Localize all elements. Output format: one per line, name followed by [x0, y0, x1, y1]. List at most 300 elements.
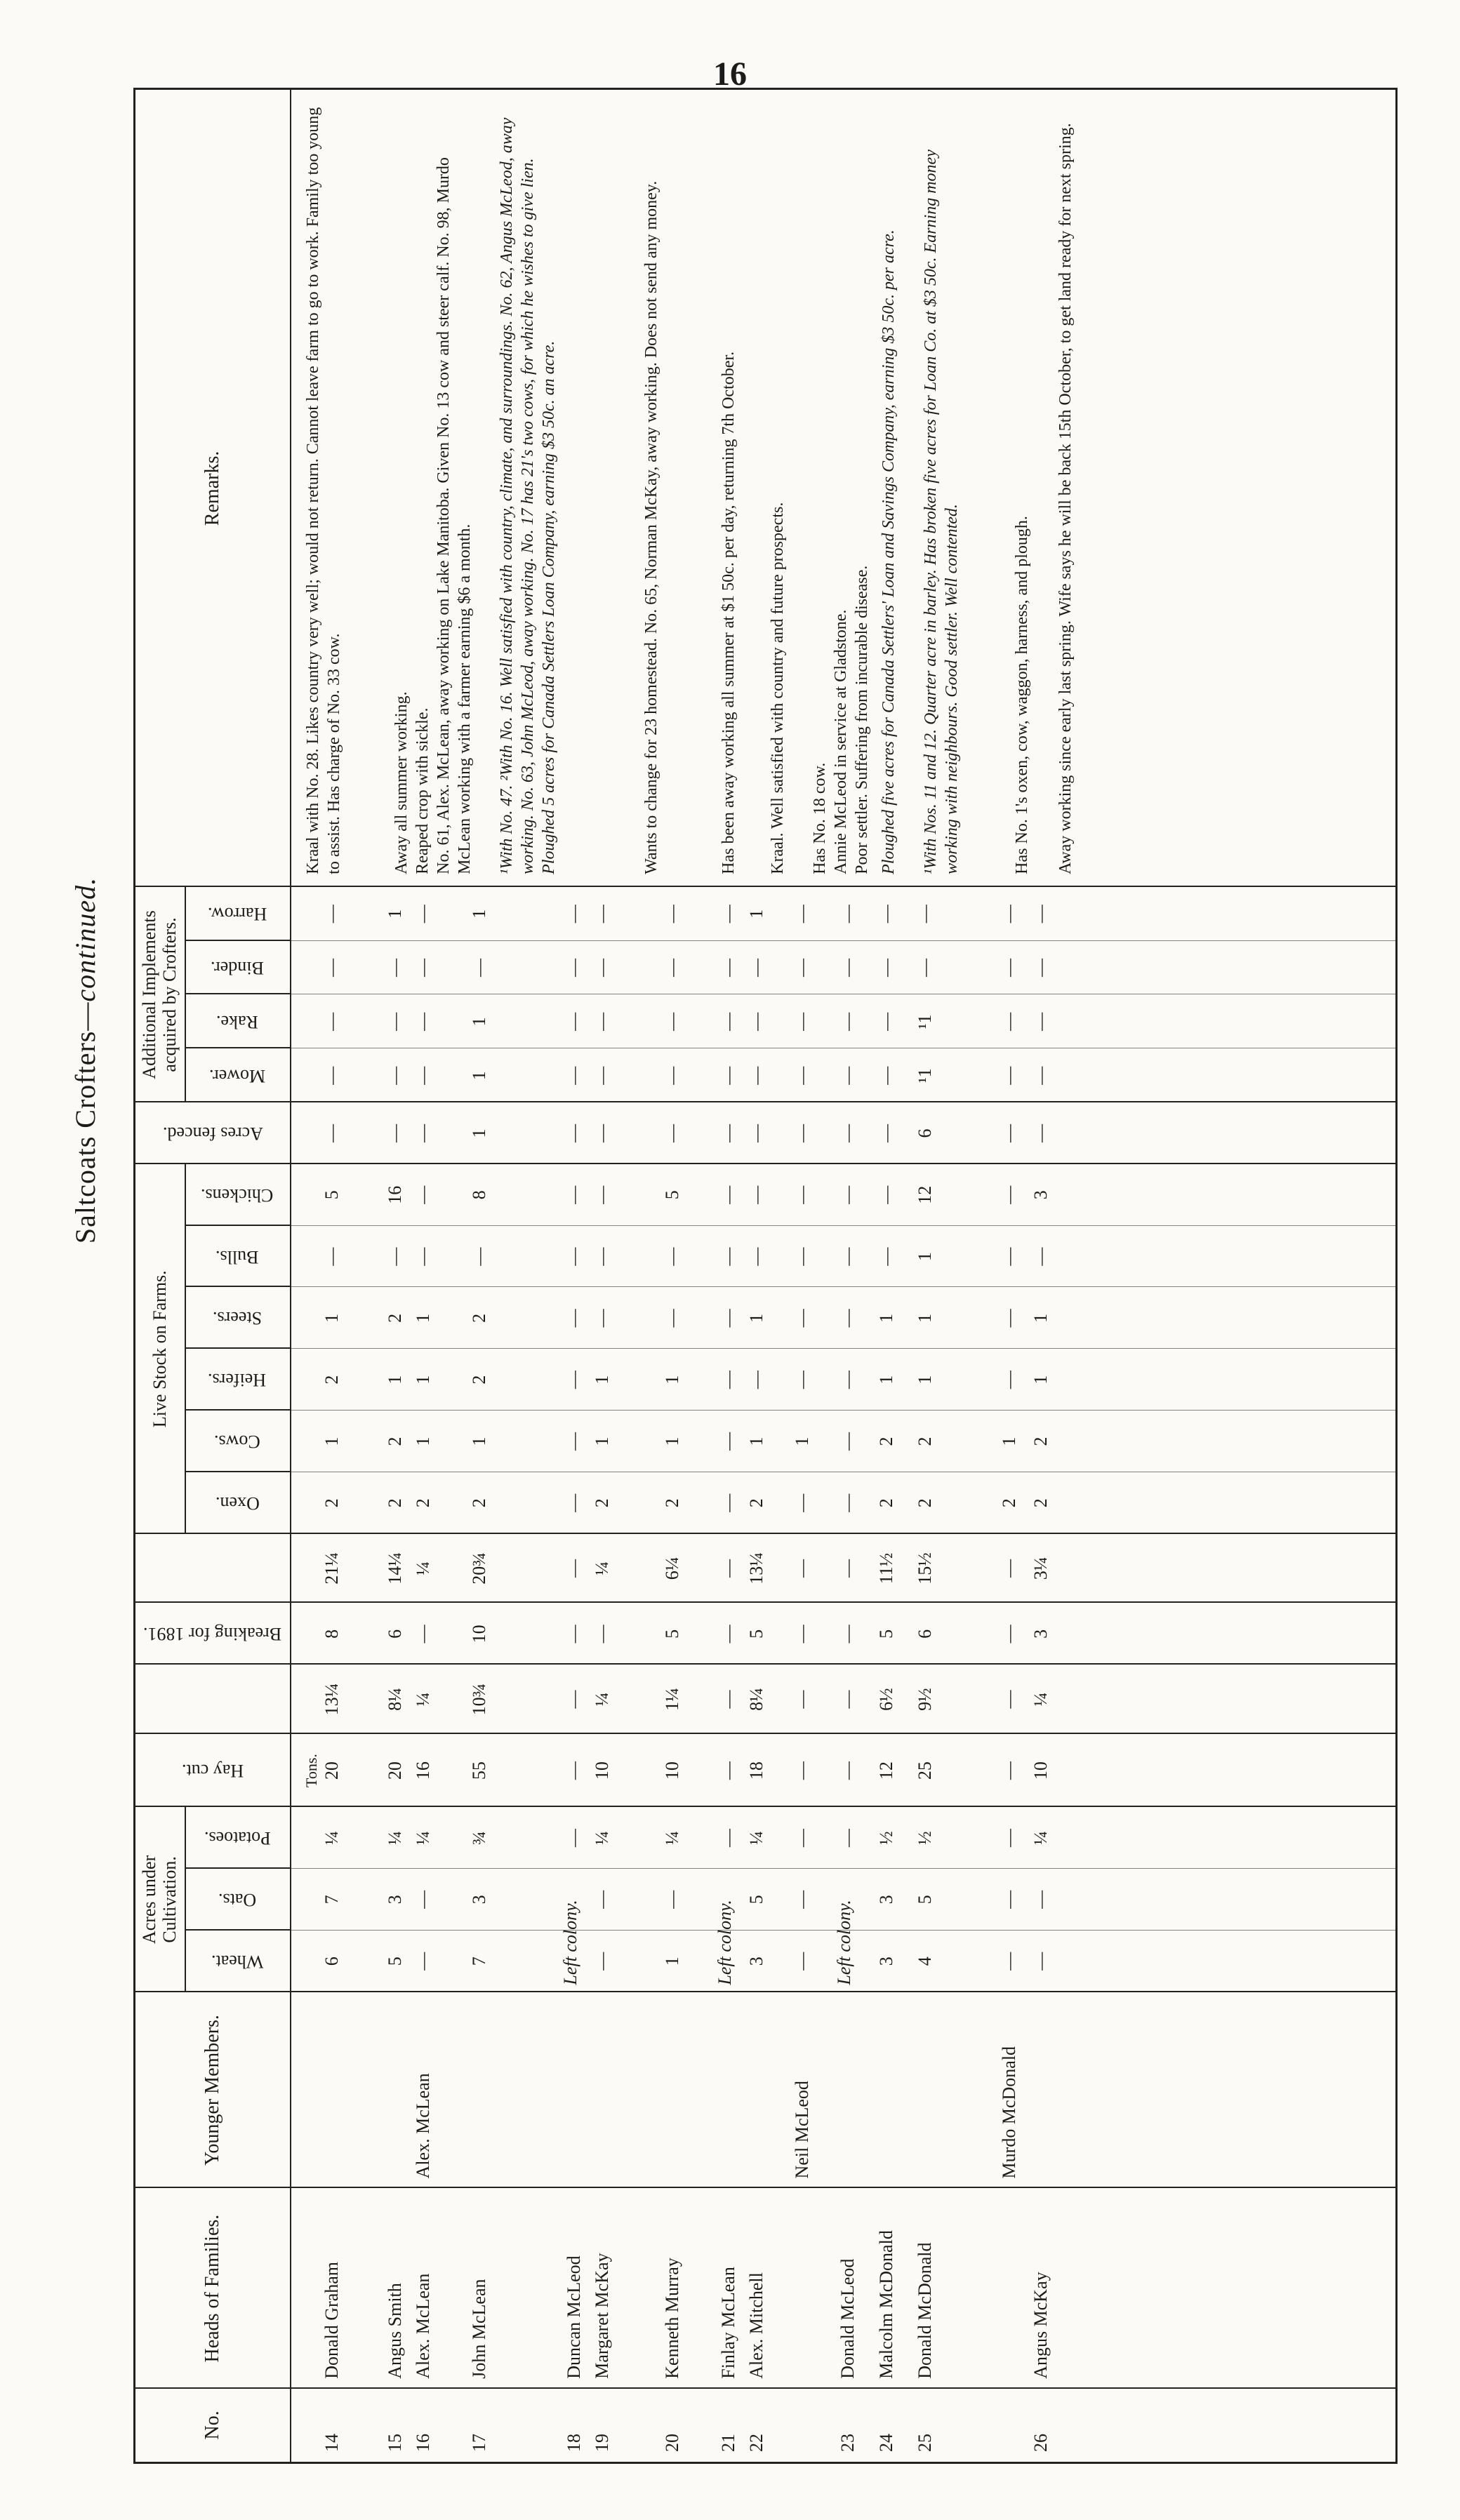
header-heads-of-families: Heads of Families.	[201, 2214, 223, 2363]
row-17-binder: —	[469, 959, 489, 978]
row-15-binder: —	[385, 959, 405, 978]
row-17-potatoes: ¾	[469, 1831, 489, 1845]
row-sub9-oxen: —	[792, 1493, 812, 1512]
row-sub13-binder: —	[999, 959, 1019, 978]
row-sub9-bulls: —	[792, 1247, 812, 1266]
row-19-mower: —	[592, 1066, 612, 1085]
row-sub13-fenced: —	[999, 1124, 1019, 1142]
row-17-oxen: 2	[469, 1498, 489, 1508]
row-24-wheat: 3	[876, 1956, 896, 1966]
row-21-binder: —	[718, 959, 738, 978]
row-sub9-wheat: —	[792, 1952, 812, 1971]
row-16-fenced: —	[413, 1124, 433, 1142]
row-14-fenced: —	[321, 1124, 342, 1142]
row-22-oats: 5	[746, 1895, 766, 1905]
row-15-fenced: —	[385, 1124, 405, 1142]
row-sub13-potatoes: —	[999, 1829, 1019, 1848]
remark-0: Kraal with No. 28. Likes country very well; would not return. Cannot leave farm to go to work. Family too young to assist. Has charge of No. 33 cow.	[304, 107, 343, 874]
row-22-head: Alex. Mitchell	[746, 2272, 766, 2379]
row-18-no: 18	[564, 2434, 584, 2452]
row-15-hay: 20	[385, 1761, 405, 1780]
row-22-steers: 1	[746, 1313, 766, 1323]
row-23-harrow: —	[837, 905, 858, 924]
row-15-mower: —	[385, 1066, 405, 1085]
row-21-heifers: —	[718, 1371, 738, 1389]
row-24-head: Malcolm McDonald	[876, 2230, 896, 2379]
row-25-oxen: 2	[915, 1498, 935, 1508]
header-bulls	[185, 1226, 290, 1288]
row-20-oxen: 2	[662, 1498, 682, 1508]
row-22-total: 8¼	[746, 1688, 766, 1711]
row-21-hay: —	[718, 1761, 738, 1780]
row-21-harrow: —	[718, 905, 738, 924]
row-20-no: 20	[662, 2434, 682, 2452]
row-17-head: John McLean	[469, 2279, 489, 2379]
row-sub9-harrow: —	[792, 905, 812, 924]
row-14-chickens: 5	[321, 1190, 342, 1200]
row-19-binder: —	[592, 959, 612, 978]
row-16-mower: —	[413, 1066, 433, 1085]
tons-label: Tons.	[303, 1754, 320, 1788]
row-sub9-steers: —	[792, 1309, 812, 1328]
row-14-bulls: —	[321, 1247, 342, 1266]
row-26-breaking: 3	[1030, 1629, 1051, 1639]
remark-9: Annie McLeod in service at Gladstone.	[832, 609, 850, 874]
row-14-harrow: —	[321, 905, 342, 924]
row-sub13-younger: Murdo McDonald	[999, 2046, 1019, 2179]
row-17-chickens: 8	[469, 1190, 489, 1200]
page-number: 16	[713, 55, 747, 93]
row-18-steers: —	[564, 1309, 584, 1328]
row-18-mower: —	[564, 1066, 584, 1085]
row-26-hay: 10	[1030, 1761, 1051, 1780]
row-22-rake: —	[746, 1012, 766, 1031]
row-21-fenced: —	[718, 1124, 738, 1142]
row-21-bulls: —	[718, 1247, 738, 1266]
row-14-head: Donald Graham	[321, 2261, 342, 2379]
row-26-steers: 1	[1030, 1313, 1051, 1323]
row-17-breaking: 10	[469, 1625, 489, 1644]
row-22-breaking: 5	[746, 1629, 766, 1639]
row-20-heifers: 1	[662, 1375, 682, 1385]
row-16-younger: Alex. McLean	[413, 2073, 433, 2179]
row-19-potatoes: ¼	[592, 1831, 612, 1845]
header-rule	[290, 90, 291, 2462]
remark-12: ¹With Nos. 11 and 12. Quarter acre in barley. Has broken five acres for Loan Co. at $3 50c. Earning money working with neighbours. Good settler. Well contented.	[922, 149, 961, 874]
row-18-head: Duncan McLeod	[564, 2255, 584, 2379]
row-16-total: ¼	[413, 1692, 433, 1707]
row-14-heifers: 2	[321, 1375, 342, 1385]
row-21-potatoes: —	[718, 1829, 738, 1848]
row-14-no: 14	[321, 2434, 342, 2452]
row-25-oats: 5	[915, 1895, 935, 1905]
header-cows-label: Cows.	[214, 1431, 260, 1452]
row-17-grand: 20¾	[469, 1552, 489, 1585]
row-16-bulls: —	[413, 1247, 433, 1266]
header-no: No.	[201, 2411, 223, 2440]
row-sub9-rake: —	[792, 1012, 812, 1031]
row-sub13-total: —	[999, 1690, 1019, 1709]
row-26-mower: —	[1030, 1066, 1051, 1085]
header-oxen	[185, 1472, 290, 1534]
row-19-hay: 10	[592, 1761, 612, 1780]
row-15-breaking: 6	[385, 1629, 405, 1639]
row-26-oxen: 2	[1030, 1498, 1051, 1508]
row-18-hay: —	[564, 1761, 584, 1780]
row-21-grand: —	[718, 1559, 738, 1578]
row-22-binder: —	[746, 959, 766, 978]
row-24-heifers: 1	[876, 1375, 896, 1385]
row-23-mower: —	[837, 1066, 858, 1085]
row-24-breaking: 5	[876, 1629, 896, 1639]
row-sub9-heifers: —	[792, 1371, 812, 1389]
row-25-fenced: 6	[915, 1128, 935, 1138]
row-16-grand: ¼	[413, 1561, 433, 1575]
row-sub9-grand: —	[792, 1559, 812, 1578]
heading-main: Saltcoats Crofters—	[69, 1001, 101, 1244]
row-19-steers: —	[592, 1309, 612, 1328]
row-sub13-bulls: —	[999, 1247, 1019, 1266]
row-24-binder: —	[876, 959, 896, 978]
table-heading	[69, 569, 102, 1552]
row-18-oxen: —	[564, 1493, 584, 1512]
row-24-total: 6½	[876, 1688, 896, 1711]
row-22-wheat: 3	[746, 1956, 766, 1966]
row-25-harrow: —	[915, 905, 935, 924]
row-16-hay: 16	[413, 1761, 433, 1780]
remark-1: Away all summer working.	[392, 691, 411, 874]
row-sub9-breaking: —	[792, 1625, 812, 1644]
row-17-bulls: —	[469, 1247, 489, 1266]
header-fenced	[135, 1102, 290, 1164]
row-17-rake: 1	[469, 1017, 489, 1027]
remark-7: Kraal. Well satisfied with country and future prospects.	[769, 502, 787, 874]
row-sub13-heifers: —	[999, 1371, 1019, 1389]
remark-2: Reaped crop with sickle.	[413, 707, 432, 874]
row-16-harrow: —	[413, 905, 433, 924]
header-younger-members: Younger Members.	[201, 2015, 223, 2166]
header-grand	[135, 1534, 290, 1604]
row-16-rake: —	[413, 1012, 433, 1031]
row-19-fenced: —	[592, 1124, 612, 1142]
row-15-rake: —	[385, 1012, 405, 1031]
row-16-steers: 1	[413, 1313, 433, 1323]
row-26-chickens: 3	[1030, 1190, 1051, 1200]
row-25-potatoes: ½	[915, 1831, 935, 1845]
row-24-potatoes: ½	[876, 1831, 896, 1845]
row-21-rake: —	[718, 1012, 738, 1031]
row-16-no: 16	[413, 2434, 433, 2452]
row-25-mower: ¹1	[915, 1068, 935, 1084]
row-22-hay: 18	[746, 1761, 766, 1780]
row-18-breaking: —	[564, 1625, 584, 1644]
header-harrow	[185, 887, 290, 941]
row-24-oxen: 2	[876, 1498, 896, 1508]
row-22-no: 22	[746, 2434, 766, 2452]
row-25-cows: 2	[915, 1436, 935, 1446]
row-23-hay: —	[837, 1761, 858, 1780]
header-heifers	[185, 1349, 290, 1411]
row-23-binder: —	[837, 959, 858, 978]
row-25-wheat: 4	[915, 1956, 935, 1966]
row-24-rake: —	[876, 1012, 896, 1031]
row-20-grand: 6¼	[662, 1556, 682, 1580]
row-17-oats: 3	[469, 1895, 489, 1905]
row-23-no: 23	[837, 2434, 858, 2452]
header-remarks: Remarks.	[201, 451, 223, 526]
row-15-chickens: 16	[385, 1185, 405, 1204]
row-26-oats: —	[1030, 1890, 1051, 1909]
header-bulls-label: Bulls.	[215, 1246, 259, 1267]
row-19-total: ¼	[592, 1692, 612, 1707]
row-15-no: 15	[385, 2434, 405, 2452]
row-sub13-steers: —	[999, 1309, 1019, 1328]
row-25-no: 25	[915, 2434, 935, 2452]
row-26-no: 26	[1030, 2434, 1051, 2452]
row-16-head: Alex. McLean	[413, 2273, 433, 2379]
row-21-oxen: —	[718, 1493, 738, 1512]
remark-14: Away working since early last spring. Wife says he will be back 15th October, to get land ready for next spring.	[1056, 123, 1075, 874]
row-sub13-oats: —	[999, 1890, 1019, 1909]
row-26-head: Angus McKay	[1030, 2272, 1051, 2379]
row-26-bulls: —	[1030, 1247, 1051, 1266]
row-15-cows: 2	[385, 1436, 405, 1446]
row-18-heifers: —	[564, 1371, 584, 1389]
row-20-oats: —	[662, 1890, 682, 1909]
row-16-heifers: 1	[413, 1375, 433, 1385]
row-25-breaking: 6	[915, 1629, 935, 1639]
row-sub13-harrow: —	[999, 905, 1019, 924]
row-19-breaking: —	[592, 1625, 612, 1644]
header-oats	[185, 1869, 290, 1931]
row-24-chickens: —	[876, 1185, 896, 1204]
header-wheat-label: Wheat.	[211, 1951, 264, 1972]
row-18-fenced: —	[564, 1124, 584, 1142]
row-16-potatoes: ¼	[413, 1831, 433, 1845]
row-15-oxen: 2	[385, 1498, 405, 1508]
row-sub13-rake: —	[999, 1012, 1019, 1031]
row-21-steers: —	[718, 1309, 738, 1328]
row-25-binder: —	[915, 959, 935, 978]
header-potatoes-label: Potatoes.	[204, 1828, 271, 1849]
row-20-harrow: —	[662, 905, 682, 924]
remark-5: Wants to change for 23 homestead. No. 65, Norman McKay, away working. Does not send any money.	[642, 180, 661, 874]
header-rake	[185, 994, 290, 1048]
row-22-mower: —	[746, 1066, 766, 1085]
row-22-heifers: —	[746, 1371, 766, 1389]
row-15-head: Angus Smith	[385, 2283, 405, 2379]
remark-6: Has been away working all summer at $1 50c. per day, returning 7th October.	[719, 351, 738, 874]
row-25-hay: 25	[915, 1761, 935, 1780]
row-26-binder: —	[1030, 959, 1051, 978]
row-22-cows: 1	[746, 1436, 766, 1446]
header-potatoes	[185, 1807, 290, 1869]
row-25-total: 9½	[915, 1688, 935, 1711]
row-sub9-younger: Neil McLeod	[792, 2081, 812, 2179]
row-23-breaking: —	[837, 1625, 858, 1644]
header-heifers-label: Heifers.	[208, 1370, 267, 1391]
row-14-oxen: 2	[321, 1498, 342, 1508]
header-fenced-label: Acres fenced.	[162, 1124, 263, 1144]
row-sub13-mower: —	[999, 1066, 1019, 1085]
row-14-total: 13¼	[321, 1683, 342, 1716]
row-sub9-chickens: —	[792, 1185, 812, 1204]
row-21-no: 21	[718, 2434, 738, 2452]
row-23-head: Donald McLeod	[837, 2258, 858, 2379]
header-oats-label: Oats.	[218, 1889, 257, 1910]
row-15-harrow: 1	[385, 909, 405, 919]
row-20-fenced: —	[662, 1124, 682, 1142]
row-19-oxen: 2	[592, 1498, 612, 1508]
row-24-mower: —	[876, 1066, 896, 1085]
row-16-wheat: —	[413, 1952, 433, 1971]
row-14-oats: 7	[321, 1895, 342, 1905]
row-18-harrow: —	[564, 905, 584, 924]
row-16-chickens: —	[413, 1185, 433, 1204]
header-breaking-label: Breaking for 1891.	[143, 1624, 282, 1645]
header-steers-label: Steers.	[212, 1308, 263, 1329]
row-20-breaking: 5	[662, 1629, 682, 1639]
row-16-breaking: —	[413, 1625, 433, 1644]
header-mower-label: Mower.	[208, 1065, 266, 1086]
row-21-cows: —	[718, 1432, 738, 1451]
header-chickens	[185, 1164, 290, 1226]
row-26-fenced: —	[1030, 1124, 1051, 1142]
row-sub9-total: —	[792, 1690, 812, 1709]
row-sub13-wheat: —	[999, 1952, 1019, 1971]
row-24-fenced: —	[876, 1124, 896, 1142]
row-24-hay: 12	[876, 1761, 896, 1780]
row-22-potatoes: ¼	[746, 1831, 766, 1845]
row-20-steers: —	[662, 1309, 682, 1328]
row-26-grand: 3¼	[1030, 1556, 1051, 1580]
row-18-bulls: —	[564, 1247, 584, 1266]
row-sub9-oats: —	[792, 1890, 812, 1909]
row-15-wheat: 5	[385, 1956, 405, 1966]
row-14-breaking: 8	[321, 1629, 342, 1639]
row-22-bulls: —	[746, 1247, 766, 1266]
row-25-heifers: 1	[915, 1375, 935, 1385]
row-24-bulls: —	[876, 1247, 896, 1266]
row-20-potatoes: ¼	[662, 1831, 682, 1845]
row-sub9-binder: —	[792, 959, 812, 978]
row-19-bulls: —	[592, 1247, 612, 1266]
row-26-cows: 2	[1030, 1436, 1051, 1446]
row-20-wheat: 1	[662, 1956, 682, 1966]
row-22-grand: 13¼	[746, 1552, 766, 1585]
row-20-rake: —	[662, 1012, 682, 1031]
row-14-cows: 1	[321, 1436, 342, 1446]
row-14-hay: 20	[321, 1761, 342, 1780]
remark-11: Ploughed five acres for Canada Settlers' Loan and Savings Company, earning $3 50c. per acre.	[880, 229, 898, 874]
remark-8: Has No. 18 cow.	[811, 762, 829, 874]
row-21-chickens: —	[718, 1185, 738, 1204]
header-rake-label: Rake.	[216, 1011, 258, 1032]
row-20-chickens: 5	[662, 1190, 682, 1200]
remark-10: Poor settler. Suffering from incurable disease.	[853, 565, 871, 874]
row-20-head: Kenneth Murray	[662, 2258, 682, 2379]
row-15-steers: 2	[385, 1313, 405, 1323]
row-26-total: ¼	[1030, 1692, 1051, 1707]
remark-3: No. 61, Alex. McLean, away working on Lake Manitoba. Given No. 13 cow and steer calf. No. 98, Murdo McLean working with a farmer earning $6 a month.	[434, 157, 474, 874]
header-chickens-label: Chickens.	[201, 1185, 274, 1206]
row-18-binder: —	[564, 959, 584, 978]
row-20-bulls: —	[662, 1247, 682, 1266]
row-14-grand: 21¼	[321, 1552, 342, 1585]
row-24-oats: 3	[876, 1895, 896, 1905]
row-14-binder: —	[321, 959, 342, 978]
row-23-oxen: —	[837, 1493, 858, 1512]
row-19-rake: —	[592, 1012, 612, 1031]
row-17-harrow: 1	[469, 909, 489, 919]
header-cows	[185, 1411, 290, 1472]
row-26-harrow: —	[1030, 905, 1051, 924]
header-total	[135, 1665, 290, 1734]
row-sub13-hay: —	[999, 1761, 1019, 1780]
row-sub13-cows: 1	[999, 1436, 1019, 1446]
row-15-heifers: 1	[385, 1375, 405, 1385]
header-acres-under-cultivation: Acres under Cultivation.	[139, 1855, 180, 1945]
row-sub9-hay: —	[792, 1761, 812, 1780]
header-oxen-label: Oxen.	[215, 1493, 260, 1514]
row-19-grand: ¼	[592, 1561, 612, 1575]
row-17-total: 10¾	[469, 1683, 489, 1716]
crofters-table	[133, 88, 1398, 2464]
row-19-cows: 1	[592, 1436, 612, 1446]
row-18-cows: —	[564, 1432, 584, 1451]
row-14-wheat: 6	[321, 1956, 342, 1966]
row-21-total: —	[718, 1690, 738, 1709]
row-20-hay: 10	[662, 1761, 682, 1780]
row-14-mower: —	[321, 1066, 342, 1085]
row-17-heifers: 2	[469, 1375, 489, 1385]
header-binder-label: Binder.	[211, 958, 264, 979]
row-16-binder: —	[413, 959, 433, 978]
row-19-no: 19	[592, 2434, 612, 2452]
row-23-rake: —	[837, 1012, 858, 1031]
row-23-fenced: —	[837, 1124, 858, 1142]
row-24-steers: 1	[876, 1313, 896, 1323]
header-additional-implements: Additional Implements acquired by Crofters.	[139, 910, 180, 1079]
remark-4: ¹With No. 47. ²With No. 16. Well satisfied with country, climate, and surroundings. No. 62, Angus McLeod, away working. No. 63, John McLeod, away working. No. 17 has 21's two cows, for which he wishes to give lien. Ploughed 5 acres for Canada Settlers Loan Company, earning $3 50c. an acre.	[498, 117, 558, 874]
row-15-bulls: —	[385, 1247, 405, 1266]
row-sub13-grand: —	[999, 1559, 1019, 1578]
row-21-mower: —	[718, 1066, 738, 1085]
row-sub9-potatoes: —	[792, 1829, 812, 1848]
row-19-wheat: —	[592, 1952, 612, 1971]
row-23-total: —	[837, 1690, 858, 1709]
header-binder	[185, 941, 290, 995]
row-19-heifers: 1	[592, 1375, 612, 1385]
row-sub13-breaking: —	[999, 1625, 1019, 1644]
row-23-grand: —	[837, 1559, 858, 1578]
header-live-stock: Live Stock on Farms.	[149, 1270, 170, 1428]
left-colony-note: Left colony.	[715, 1900, 735, 1985]
row-16-oats: —	[413, 1890, 433, 1909]
row-25-chickens: 12	[915, 1185, 935, 1204]
header-harrow-label: Harrow.	[207, 904, 267, 925]
row-22-chickens: —	[746, 1185, 766, 1204]
row-17-steers: 2	[469, 1313, 489, 1323]
header-wheat	[185, 1931, 290, 1992]
header-breaking	[135, 1603, 290, 1665]
row-15-oats: 3	[385, 1895, 405, 1905]
row-14-steers: 1	[321, 1313, 342, 1323]
row-23-potatoes: —	[837, 1829, 858, 1848]
header-hay-label: Hay cut.	[181, 1761, 244, 1782]
row-20-cows: 1	[662, 1436, 682, 1446]
row-17-mower: 1	[469, 1071, 489, 1081]
